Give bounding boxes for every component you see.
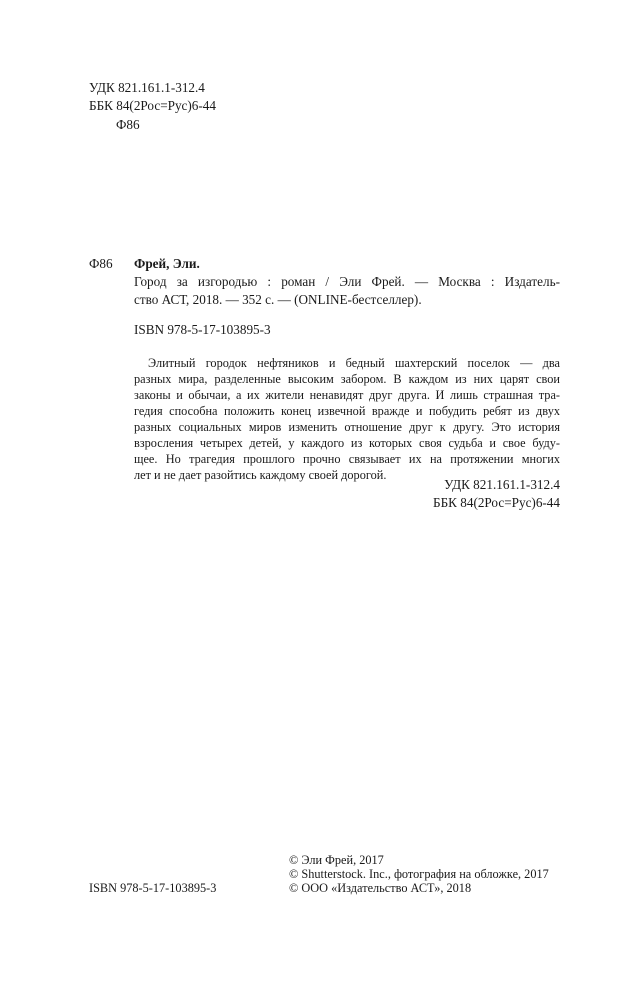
copyright-line: © Shutterstock. Inc., фотография на обложке, 2017 (289, 867, 549, 881)
annotation-bbk-code: ББК 84(2Рос=Рус)6-44 (433, 495, 560, 510)
annotation-line: взросления четырех детей, у каждого из которых своя судьба и свое буду- (134, 436, 560, 450)
top-author-mark: Ф86 (116, 117, 140, 132)
annotation-line: разных мира, разделенные высоким забором. В каждом из них царят свои (134, 372, 560, 386)
annotation-line: гедия способна положить конец извечной вражде и побудить ребят из двух (134, 404, 560, 418)
entry-author-mark: Ф86 (89, 256, 113, 271)
annotation-line: разных социальных миров изменить отношение друг к другу. Это история (134, 420, 560, 434)
copyright-line: © Эли Фрей, 2017 (289, 853, 384, 867)
top-bbk-code: ББК 84(2Рос=Рус)6-44 (89, 98, 216, 113)
annotation-line: законы и обычаи, а их жители ненавидят друг друга. И лишь страшная тра- (134, 388, 560, 402)
top-udk-code: УДК 821.161.1-312.4 (89, 80, 205, 95)
entry-description-line: ство АСТ, 2018. — 352 с. — (ONLINE-бестселлер). (134, 292, 422, 307)
annotation-line: Элитный городок нефтяников и бедный шахтерский поселок — два (148, 356, 560, 370)
entry-isbn: ISBN 978-5-17-103895-3 (134, 322, 271, 337)
entry-author: Фрей, Эли. (134, 256, 200, 271)
annotation-udk-code: УДК 821.161.1-312.4 (444, 477, 560, 492)
annotation-line: лет и не дает разойтись каждому своей дорогой. (134, 468, 387, 482)
bottom-isbn: ISBN 978-5-17-103895-3 (89, 881, 217, 895)
entry-description-line: Город за изгородью : роман / Эли Фрей. — Москва : Издатель- (134, 274, 560, 289)
annotation-line: щее. Но трагедия прошлого прочно связывает их на протяжении многих (134, 452, 560, 466)
copyright-line: © ООО «Издательство АСТ», 2018 (289, 881, 472, 895)
